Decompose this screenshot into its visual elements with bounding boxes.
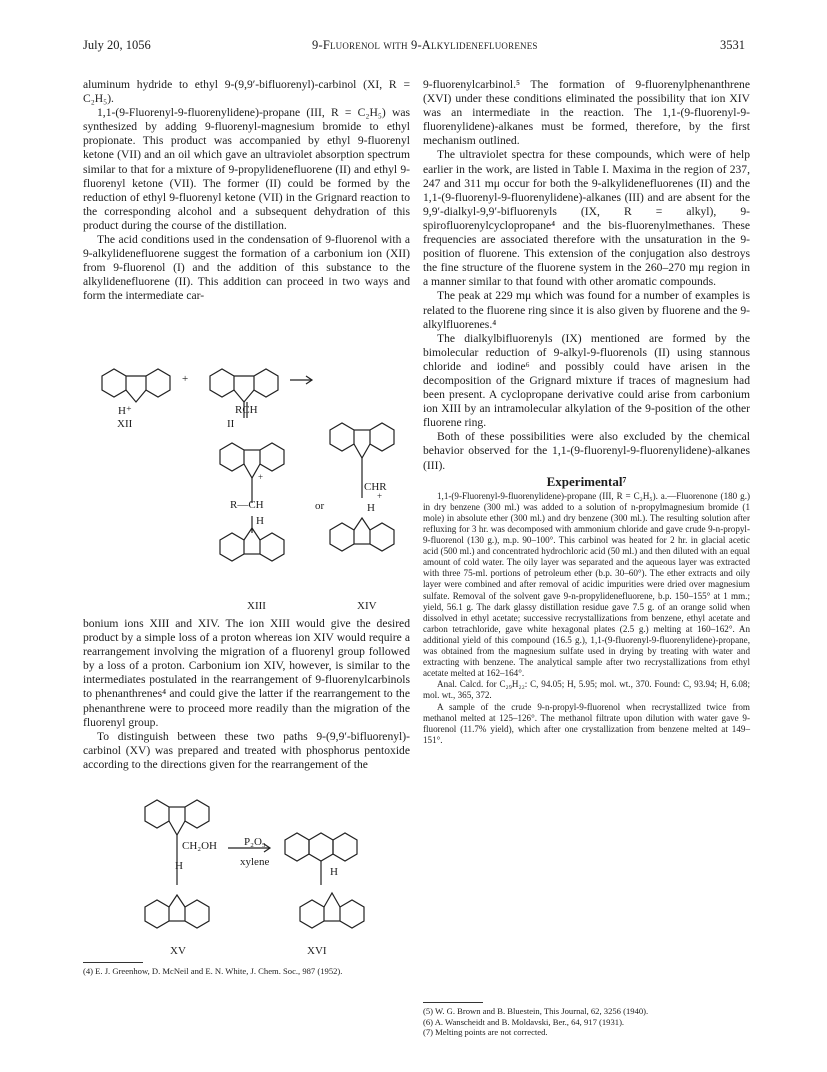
header-date: July 20, 1056 bbox=[83, 38, 151, 52]
header-title: 9-Fluorenol with 9-Alkylidenefluorenes bbox=[312, 38, 538, 52]
header-page-number: 3531 bbox=[720, 38, 745, 52]
right-column bbox=[423, 78, 750, 746]
h-label-xiii: H bbox=[256, 515, 264, 527]
footnote-rule-right bbox=[423, 1002, 483, 1003]
compound-xiii-label: XIII bbox=[247, 600, 266, 612]
footnote-7: (7) Melting points are not corrected. bbox=[423, 1027, 548, 1038]
experimental-heading: Experimental⁷ bbox=[546, 473, 627, 489]
left-paragraph-5: To distinguish between these two paths 9-(9,9′-bifluorenyl)-carbinol (XV) was prepared and treated with phosphorus pentoxide according to the directions given for the rearrangement of the bbox=[83, 729, 410, 771]
rch-label: RCH bbox=[235, 404, 258, 416]
ch2oh-label: CH₂OH bbox=[182, 840, 218, 852]
left-paragraph-4: bonium ions XIII and XIV. The ion XIII would give the desired product by a simple loss of a proton whereas ion XIV would require a rearrangement involving the migration of a fluorenyl group followed by a loss of a proton. Carbonium ion XIV, however, is similar to the intermediates postulated in the rearrangement of 9-fluorenylcarbinols to phenanthrenes⁴ and could give the latter if the rearrangement to the phenanthrene were to proceed more readily than the migration of the fluorenyl group. bbox=[83, 617, 410, 729]
footnote-5: (5) W. G. Brown and B. Bluestein, This Journal, 62, 3256 (1940). bbox=[423, 1006, 649, 1016]
reaction-scheme-2 bbox=[140, 785, 440, 955]
right-paragraph-2: The ultraviolet spectra for these compounds, which were of help earlier in the work, are listed in Table I. Maxima in the region of 237, 247 and 311 mμ occur for both the 9-alkylidenefluorenes (II) and the 1,1-(9-fluorenyl-9-fluorenylidene)-alkanes (III) and are absent for the 9,9′-dialkyl-9,9′-bifluorenyls (IX, R = alkyl), 9-spirofluorenylcyclopropane⁴ and the bis-fluorenylmethanes. These frequencies are associated therefore with the unsaturation in the 9-position of fluorene. This extension of the conjugation also destroys the fine structure of the fluorene system in the 260–270 mμ region in a manner similar to that found with other aromatic compounds. bbox=[423, 148, 750, 289]
compound-xii-label: XII bbox=[117, 418, 133, 430]
footnote-6: (6) A. Wanscheidt and B. Moldavski, Ber., 64, 917 (1931). bbox=[423, 1016, 625, 1027]
reaction-scheme-1 bbox=[90, 358, 420, 598]
cation-plus-xiv: + bbox=[377, 491, 383, 501]
chr-label: CHR bbox=[364, 481, 387, 493]
footnotes-right bbox=[423, 1006, 750, 1038]
right-paragraph-5: Both of these possibilities were also excluded by the chemical behavior observed for the 1,1-(9-fluorenyl-9-fluorenylidene)-alkanes (III). bbox=[423, 430, 750, 472]
h-label-xiv: H bbox=[367, 502, 375, 514]
h-plus-label: H⁺ bbox=[118, 405, 132, 417]
left-paragraph-2: 1,1-(9-Fluorenyl-9-fluorenylidene)-propane (III, R = C₂H₅) was synthesized by adding 9-fluorenyl-magnesium bromide to ethyl propionate. This product was accompanied by ethyl 9-fluorenyl ketone (VII) and an oil which gave an ultraviolet absorption spectrum similar to that for a mixture of 9-propylidenefluorene (II) and ethyl 9-fluorenyl ketone (VII). The former (II) could be formed by the reduction of ethyl 9-fluorenyl ketone (VII) in the Grignard reaction to the corresponding alcohol and a subsequent dehydration of this product during the course of the distillation. bbox=[83, 106, 410, 232]
left-paragraph-1: aluminum hydride to ethyl 9-(9,9′-bifluorenyl)-carbinol (XI, R = C₂H₅). bbox=[83, 78, 410, 106]
or-label: or bbox=[315, 500, 325, 512]
footnote-rule-left bbox=[83, 962, 143, 963]
footnote-4: (4) E. J. Greenhow, D. McNeil and E. N. White, J. Chem. Soc., 987 (1952). bbox=[83, 966, 343, 976]
p2o5-label: P₂O₅ bbox=[244, 836, 266, 848]
experimental-paragraph-2: A sample of the crude 9-n-propyl-9-fluorenol when recrystallized twice from methanol melted at 125–126°. The methanol filtrate upon dilution with water gave 9-fluorenol (11.7% yield), which after one crystallization from benzene melted at 149–151°. bbox=[423, 701, 750, 745]
h-label-xv: H bbox=[175, 860, 183, 872]
r-ch-label: R—CH bbox=[230, 499, 264, 511]
fluorenylphenanthrene-xvi-structure bbox=[285, 833, 364, 928]
h-label-xvi: H bbox=[330, 866, 338, 878]
compound-ii-label: II bbox=[227, 418, 235, 430]
xylene-label: xylene bbox=[240, 856, 270, 868]
cation-plus-xiii: + bbox=[258, 472, 264, 482]
fluorenyl-cation-structure bbox=[102, 369, 170, 402]
experimental-paragraph-1: 1,1-(9-Fluorenyl-9-fluorenylidene)-propane (III, R = C₂H₅). a.—Fluorenone (180 g.) in dry benzene (300 ml.) was added to a solution of n-propylmagnesium bromide (1 mole) in absolute ether (300 ml.) and dry benzene (300 ml.). The resulting solution after refluxing for 3 hr. was decomposed with ammonium chloride and gave crude 9-n-propyl-9-fluorenol (130 g.), m.p. 90–100°. This carbinol was heated for 2 hr. in glacial acetic acid (500 ml.) and concentrated hydrochloric acid (50 ml.) and then diluted with an equal amount of cold water. The oily layer was separated and the aqueous layer was extracted with three 75-ml. portions of petroleum ether (b.p. 30–60°). The ether extracts and oily layer were combined and after removal of acidic impurities were dried over magnesium sulfate. Removal of the solvent gave 9-n-propylidenefluorene, b.p. 150–155° at 1 mm.; yield, 56.1 g. The dark glassy distillation residue gave 7.5 g. of an orange solid when dissolved in ethyl acetate; successive recrystallizations from benzene, ethyl acetate and carbon tetrachloride, gave white hexagonal plates (2.5 g.) melting at 160–162°. An additional yield of this compound (16.5 g.), 1,1-(9-fluorenyl-9-fluorenylidene)-propane, was obtained from the magnesium sulfate used in drying by treating with water and extracting with benzene. The analytical sample after two recrystallizations from ethyl acetate melted at 162–164°. bbox=[423, 490, 750, 679]
left-paragraph-3: The acid conditions used in the condensation of 9-fluorenol with a 9-alkylidenefluorene suggest the formation of a carbonium ion (XII) from 9-fluorenol (I) and the addition of this substance to the alkylidenefluorene (II). This addition can proceed in two ways and form the intermediate car- bbox=[83, 233, 410, 303]
compound-xvi-label: XVI bbox=[307, 945, 327, 957]
right-paragraph-1: 9-fluorenylcarbinol.⁵ The formation of 9-fluorenylphenanthrene (XVI) under these conditions eliminated the possibility that ion XIV was an intermediate in the reaction. The 1,1-(9-fluorenyl-9-fluorenylidene)-alkanes must be formed, therefore, by the first mechanism outlined. bbox=[423, 78, 750, 148]
left-column-lower bbox=[83, 617, 410, 772]
experimental-analysis: Anal. Calcd. for C₂₉H₂₂: C, 94.05; H, 5.95; mol. wt., 370. Found: C, 93.94; H, 6.08; mol. wt., 365, 372. bbox=[423, 679, 750, 701]
plus-sign: + bbox=[182, 373, 189, 385]
left-column-upper bbox=[83, 78, 410, 304]
right-paragraph-4: The dialkylbifluorenyls (IX) mentioned are formed by the bimolecular reduction of 9-alkyl-9-fluorenols (II) using stannous chloride and iodine⁶ and possibly could have arisen in the decomposition of the Grignard mixture if traces of magnesium had been present. A cyclopropane derivative could arise from carbonium ion XIII by an intramolecular alkylation of the 9-position of the other fluorene ring. bbox=[423, 331, 750, 430]
right-paragraph-3: The peak at 229 mμ which was found for a number of examples is related to the fluorene ring since it is also given by fluorene and the 9-alkylfluorenes.⁴ bbox=[423, 289, 750, 331]
compound-xv-label: XV bbox=[170, 945, 186, 957]
compound-xiv-label: XIV bbox=[357, 600, 377, 612]
